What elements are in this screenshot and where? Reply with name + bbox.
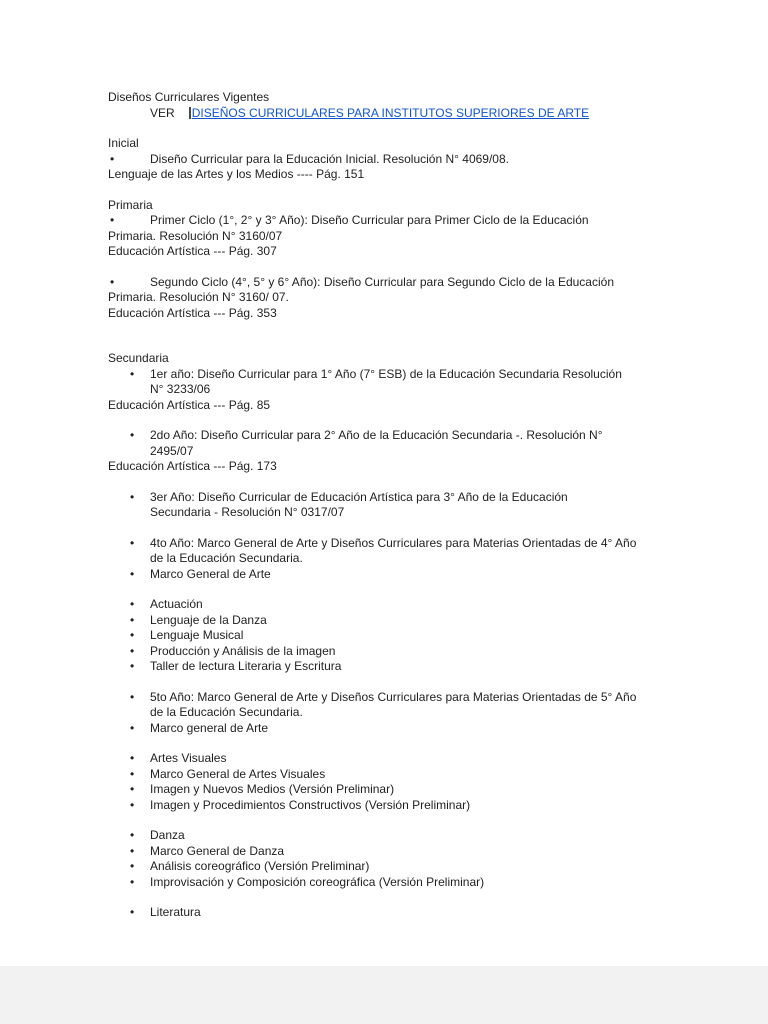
- ver-label: VER: [150, 105, 175, 120]
- bullet-text: Segundo Ciclo (4°, 5° y 6° Año): Diseño Curricular para Segundo Ciclo de la Educación: [150, 274, 614, 289]
- document-content: [108, 90, 718, 921]
- bullet-item: [108, 275, 718, 291]
- bullet-item: [108, 690, 718, 706]
- bullet-item: [108, 628, 718, 644]
- text-line: Lenguaje de las Artes y los Medios ---- Pág. 151: [108, 167, 365, 181]
- bullet-icon: •: [130, 782, 135, 796]
- bullet-item: [108, 536, 718, 552]
- bullet-text: Imagen y Nuevos Medios (Versión Preliminar): [150, 782, 395, 796]
- bullet-text: 1er año: Diseño Curricular para 1° Año (7° ESB) de la Educación Secundaria Resolución: [150, 366, 622, 381]
- bullet-text: Artes Visuales: [150, 751, 227, 765]
- bullet-icon: •: [130, 874, 135, 889]
- bullet-item: [108, 905, 718, 921]
- bullet-item: [108, 367, 718, 383]
- section-heading: Inicial: [108, 136, 139, 150]
- bullet-item: [108, 844, 718, 860]
- text-line: de la Educación Secundaria.: [150, 551, 303, 565]
- bullet-text: Imagen y Procedimientos Constructivos (Versión Preliminar): [150, 797, 471, 812]
- bullet-text: 2do Año: Diseño Curricular para 2° Año de la Educación Secundaria -. Resolución N°: [150, 428, 603, 442]
- bullet-icon: •: [130, 720, 135, 735]
- bullet-text: Actuación: [150, 597, 203, 611]
- bullet-icon: •: [130, 766, 135, 781]
- bullet-icon: •: [110, 213, 115, 227]
- bullet-text: Taller de lectura Literaria y Escritura: [150, 659, 342, 673]
- bullet-icon: •: [130, 828, 135, 842]
- bullet-text: Marco General de Arte: [150, 566, 271, 581]
- bullet-text: 5to Año: Marco General de Arte y Diseños Curriculares para Materias Orientadas de 5° Año: [150, 689, 637, 704]
- doc-title: Diseños Curriculares Vigentes: [108, 90, 270, 104]
- bullet-text: Lenguaje Musical: [150, 628, 244, 642]
- bullet-text: Primer Ciclo (1°, 2° y 3° Año): Diseño Curricular para Primer Ciclo de la Educación: [150, 213, 589, 227]
- bullet-icon: •: [130, 535, 135, 550]
- viewer-footer-band: [0, 966, 768, 1024]
- text-line: Educación Artística --- Pág. 85: [108, 397, 271, 412]
- bullet-icon: •: [130, 366, 135, 381]
- bullet-icon: •: [130, 643, 135, 658]
- text-line: Educación Artística --- Pág. 173: [108, 459, 277, 473]
- bullet-icon: •: [130, 597, 135, 611]
- bullet-item: [108, 567, 718, 583]
- bullet-icon: •: [130, 689, 135, 704]
- bullet-item: [108, 213, 718, 229]
- bullet-text: Diseño Curricular para la Educación Inicial. Resolución N° 4069/08.: [150, 151, 509, 166]
- bullet-item: [108, 828, 718, 844]
- bullet-item: [108, 659, 718, 675]
- bullet-item: [108, 490, 718, 506]
- bullet-icon: •: [130, 797, 135, 812]
- bullet-item: [108, 613, 718, 629]
- text-line: N° 3233/06: [150, 382, 211, 396]
- bullet-icon: •: [110, 274, 115, 289]
- bullet-item: [108, 721, 718, 737]
- text-line: Educación Artística --- Pág. 307: [108, 244, 277, 258]
- bullet-icon: •: [130, 489, 135, 504]
- bullet-icon: •: [130, 659, 135, 673]
- bullet-item: [108, 782, 718, 798]
- bullet-item: [108, 751, 718, 767]
- document-blocks: [108, 136, 718, 921]
- text-line: de la Educación Secundaria.: [150, 705, 303, 719]
- bullet-item: [108, 798, 718, 814]
- bullet-icon: •: [130, 566, 135, 581]
- bullet-icon: •: [130, 628, 135, 642]
- text-line: Educación Artística --- Pág. 353: [108, 305, 277, 320]
- bullet-icon: •: [130, 612, 135, 627]
- bullet-text: Danza: [150, 828, 185, 842]
- bullet-text: Improvisación y Composición coreográfica (Versión Preliminar): [150, 874, 485, 889]
- ver-line: [108, 106, 718, 122]
- bullet-icon: •: [130, 859, 135, 873]
- text-line: Primaria. Resolución N° 3160/07: [108, 228, 283, 243]
- bullet-item: [108, 875, 718, 891]
- bullet-text: Análisis coreográfico (Versión Preliminar): [150, 859, 370, 873]
- institutos-superiores-arte-link[interactable]: DISEÑOS CURRICULARES PARA INSTITUTOS SUPERIORES DE ARTE: [191, 105, 590, 120]
- section-heading: Secundaria: [108, 351, 169, 365]
- text-cursor-icon: [189, 107, 191, 119]
- bullet-item: [108, 767, 718, 783]
- bullet-text: Literatura: [150, 905, 201, 919]
- bullet-text: Marco general de Arte: [150, 720, 269, 735]
- bullet-icon: •: [110, 151, 115, 166]
- bullet-text: Marco General de Artes Visuales: [150, 766, 326, 781]
- text-line: Secundaria - Resolución N° 0317/07: [150, 505, 345, 519]
- bullet-icon: •: [130, 905, 135, 919]
- bullet-item: [108, 859, 718, 875]
- bullet-icon: •: [130, 751, 135, 765]
- section-heading: Primaria: [108, 197, 153, 212]
- text-line: Primaria. Resolución N° 3160/ 07.: [108, 290, 289, 304]
- bullet-item: [108, 644, 718, 660]
- bullet-item: [108, 428, 718, 444]
- bullet-text: Marco General de Danza: [150, 843, 285, 858]
- bullet-item: [108, 152, 718, 168]
- bullet-item: [108, 597, 718, 613]
- bullet-text: 4to Año: Marco General de Arte y Diseños Curriculares para Materias Orientadas de 4° Año: [150, 535, 637, 550]
- bullet-icon: •: [130, 428, 135, 442]
- text-line: 2495/07: [150, 443, 194, 458]
- bullet-text: Producción y Análisis de la imagen: [150, 643, 336, 658]
- bullet-text: Lenguaje de la Danza: [150, 612, 267, 627]
- bullet-icon: •: [130, 843, 135, 858]
- bullet-text: 3er Año: Diseño Curricular de Educación Artística para 3° Año de la Educación: [150, 489, 568, 504]
